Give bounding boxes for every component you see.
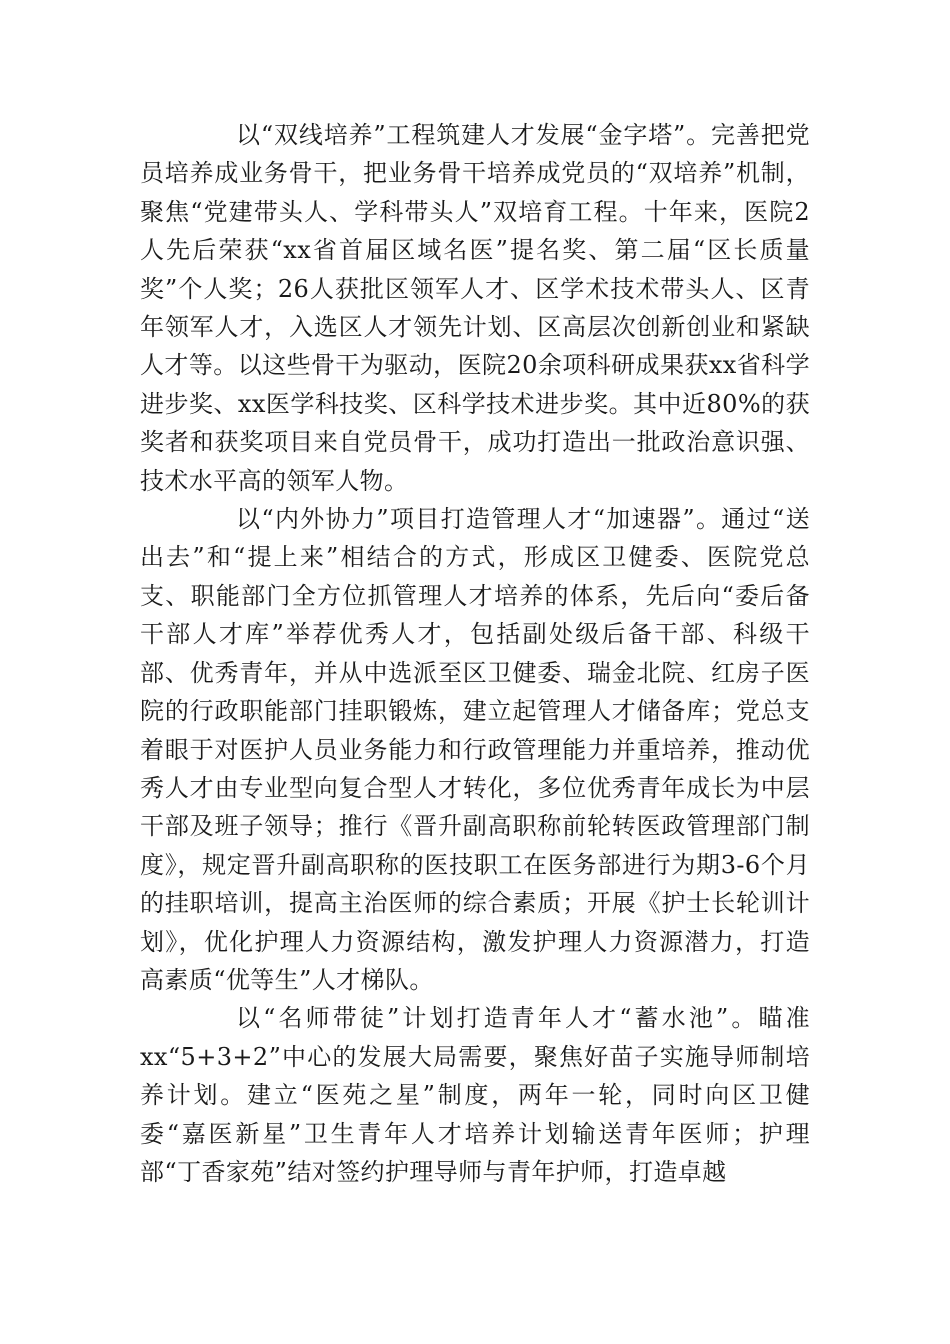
- document-body: [140, 116, 810, 1191]
- paragraph-management-accelerator: 以“内外协力”项目打造管理人才“加速器”。通过“送出去”和“提上来”相结合的方式，形成区卫健委、医院党总支、职能部门全方位抓管理人才培养的体系，先后向“委后备干部人才库”举荐优秀人才，包括副处级后备干部、科级干部、优秀青年，并从中选派至区卫健委、瑞金北院、红房子医院的行政职能部门挂职锻炼，建立起管理人才储备库；党总支着眼于对医护人员业务能力和行政管理能力并重培养，推动优秀人才由专业型向复合型人才转化，多位优秀青年成长为中层干部及班子领导；推行《晋升副高职称前轮转医政管理部门制度》，规定晋升副高职称的医技职工在医务部进行为期3-6个月的挂职培训，提高主治医师的综合素质；开展《护士长轮训计划》，优化护理人力资源结构，激发护理人力资源潜力，打造高素质“优等生”人才梯队。: [140, 505, 810, 994]
- paragraph-youth-reservoir: 以“名师带徒”计划打造青年人才“蓄水池”。瞄准xx“5+3+2”中心的发展大局需要，聚焦好苗子实施导师制培养计划。建立“医苑之星”制度，两年一轮，同时向区卫健委“嘉医新星”卫生青年人才培养计划输送青年医师；护理部“丁香家苑”结对签约护理导师与青年护师，打造卓越: [140, 1004, 810, 1186]
- paragraph-talent-pyramid: 以“双线培养”工程筑建人才发展“金字塔”。完善把党员培养成业务骨干，把业务骨干培养成党员的“双培养”机制，聚焦“党建带头人、学科带头人”双培育工程。十年来，医院2人先后荣获“xx省首届区域名医”提名奖、第二届“区长质量奖”个人奖；26人获批区领军人才、区学术技术带头人、区青年领军人才，入选区人才领先计划、区高层次创新创业和紧缺人才等。以这些骨干为驱动，医院20余项科研成果获xx省科学进步奖、xx医学科技奖、区科学技术进步奖。其中近80%的获奖者和获奖项目来自党员骨干，成功打造出一批政治意识强、技术水平高的领军人物。: [140, 121, 810, 495]
